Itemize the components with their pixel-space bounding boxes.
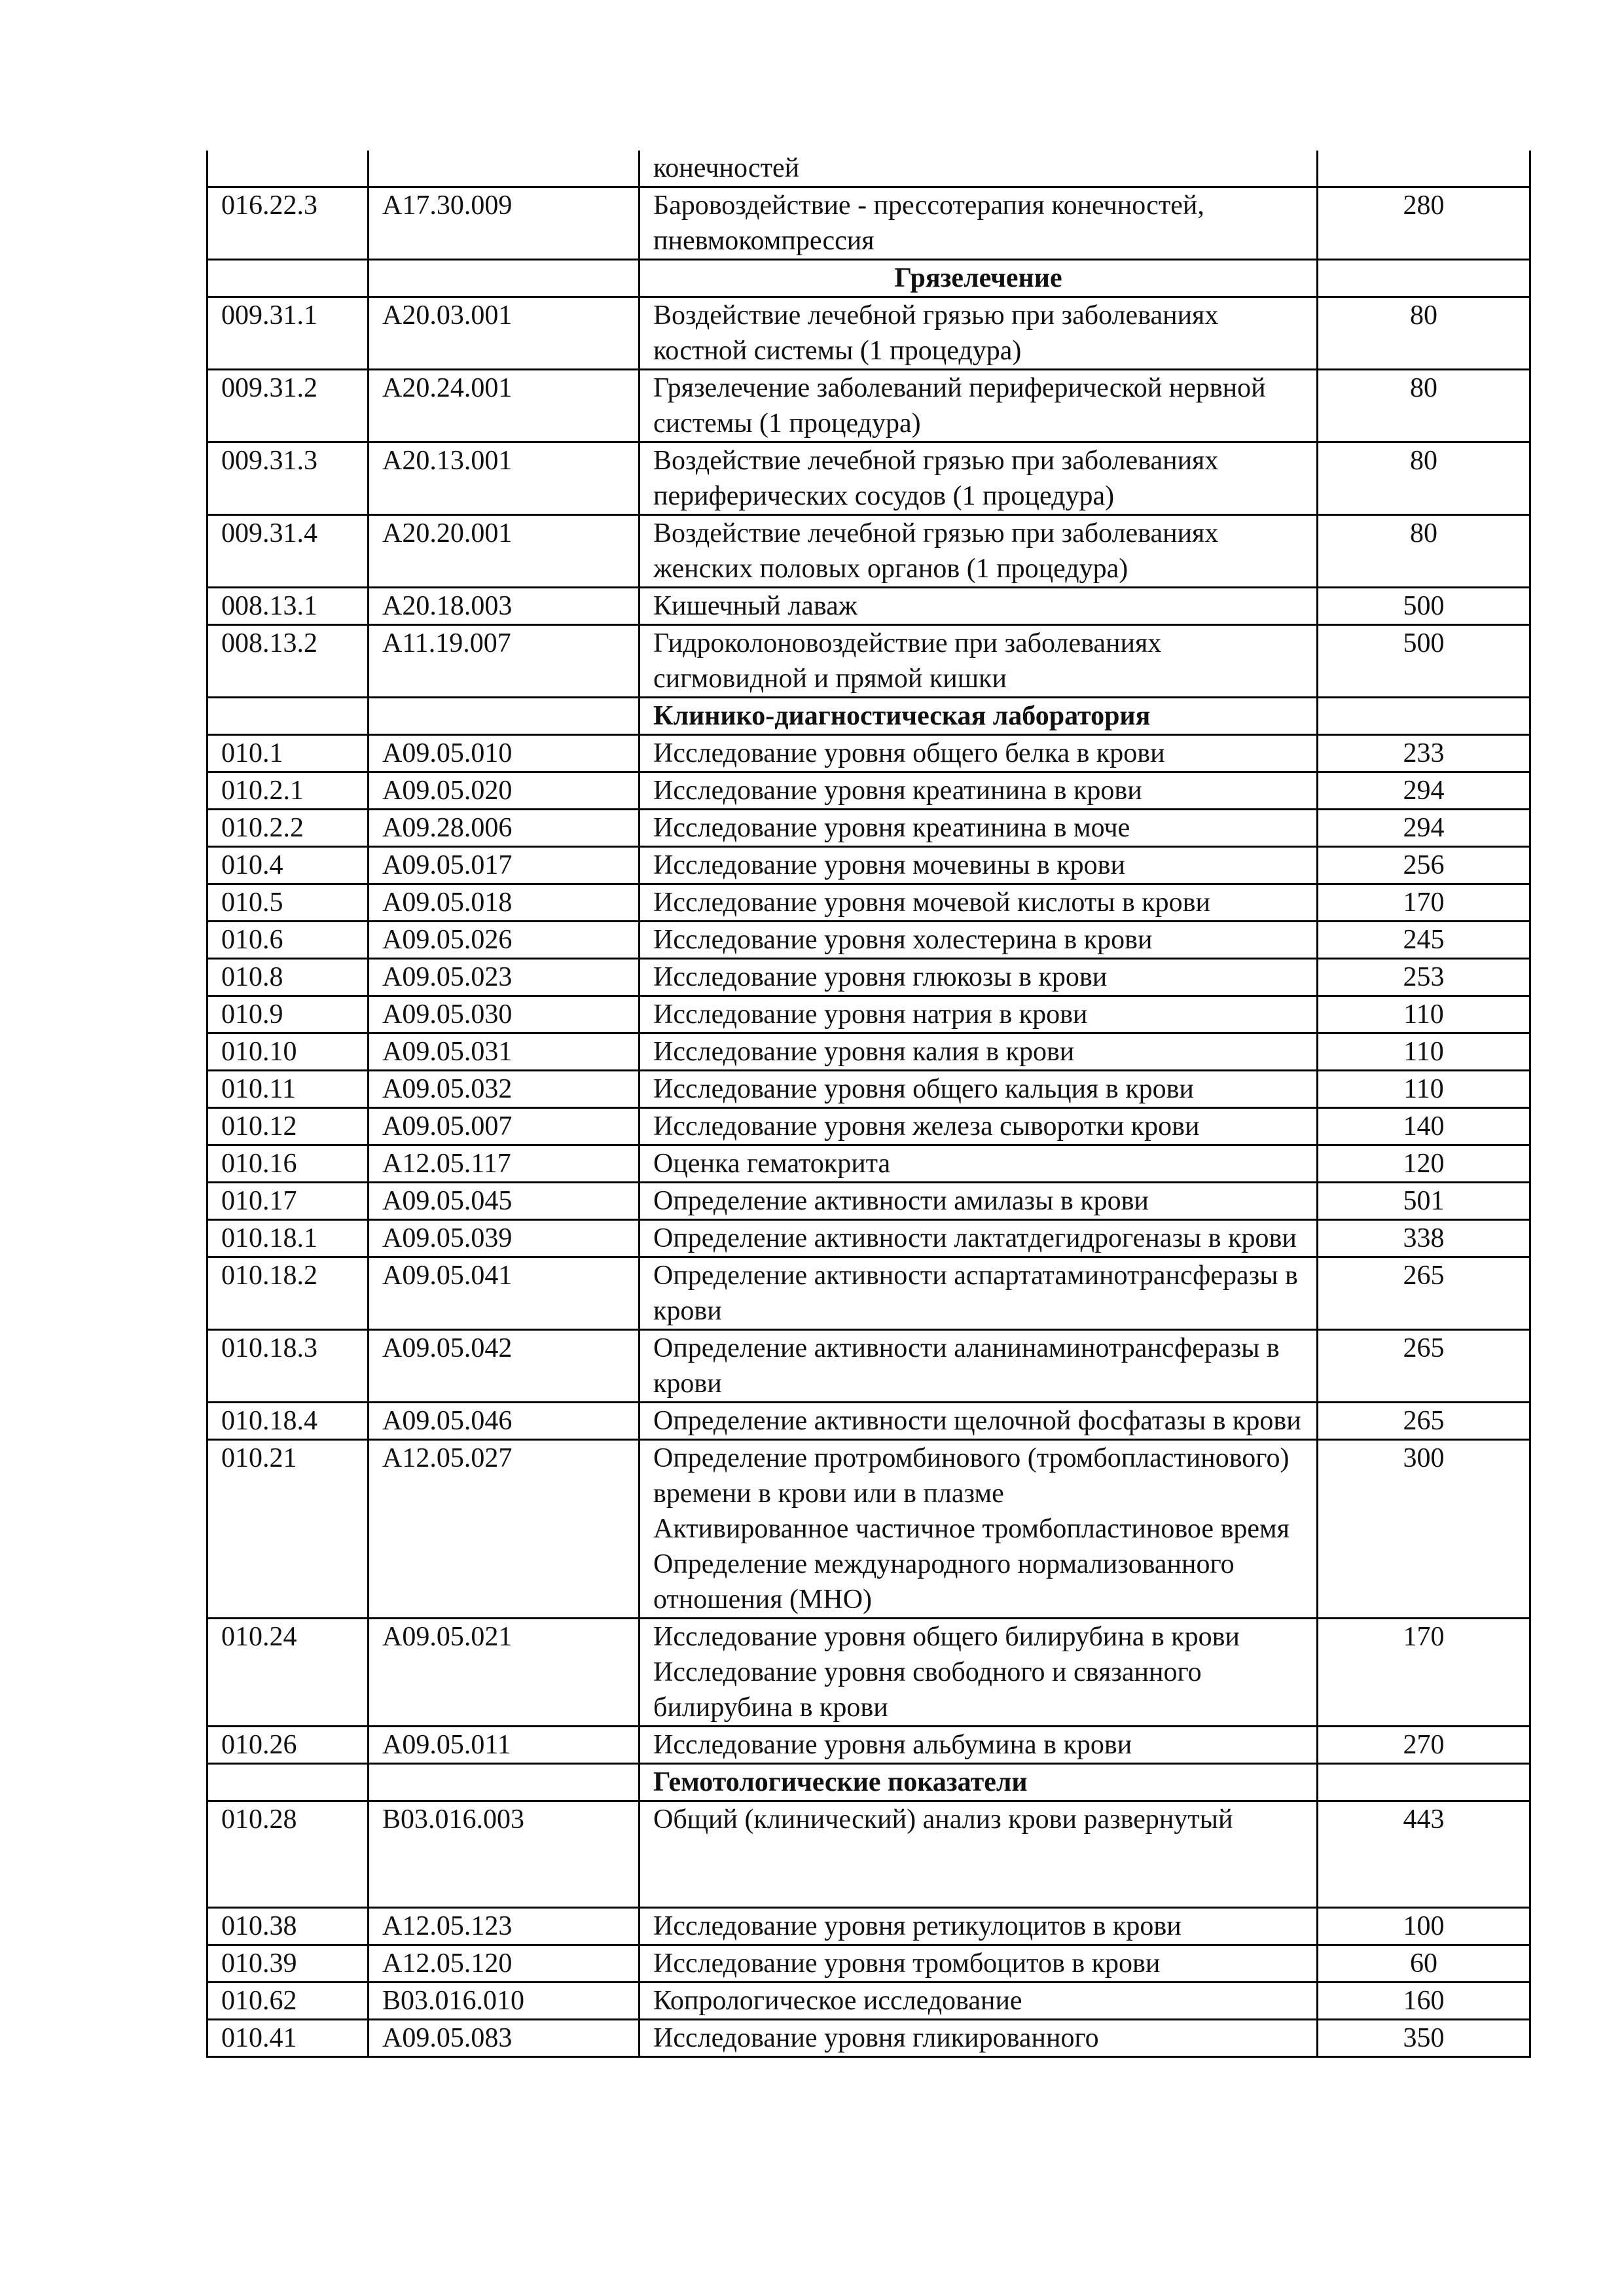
service-name-cell: [640, 884, 1318, 922]
nomenclature-code-cell: A09.05.020: [369, 772, 640, 810]
service-code-cell: 010.5: [208, 884, 369, 922]
table-row: [208, 2020, 1530, 2057]
service-name-line: Исследование уровня холестерина в крови: [653, 925, 1153, 955]
service-name-line: Исследование уровня свободного и связанного билирубина в крови: [653, 1657, 1202, 1723]
nomenclature-code-cell: A09.05.046: [369, 1403, 640, 1440]
price-list-body: [208, 151, 1530, 2057]
nomenclature-code-cell: B03.016.010: [369, 1982, 640, 2020]
price-cell: 265: [1318, 1330, 1530, 1403]
price-cell: 253: [1318, 959, 1530, 996]
price-cell: 270: [1318, 1727, 1530, 1764]
nomenclature-code-cell: A09.05.010: [369, 735, 640, 772]
service-name-line: Баровоздействие - прессотерапия конечностей, пневмокомпрессия: [653, 190, 1204, 256]
service-name-cell: [640, 1145, 1318, 1183]
service-name-line: Исследование уровня общего белка в крови: [653, 738, 1165, 768]
table-row: [208, 1727, 1530, 1764]
service-name-line: Воздействие лечебной грязью при заболеваниях костной системы (1 процедура): [653, 300, 1219, 366]
service-code-cell: 009.31.1: [208, 297, 369, 370]
service-code-cell: 009.31.3: [208, 442, 369, 515]
nomenclature-code-cell: A12.05.123: [369, 1908, 640, 1945]
price-cell: 265: [1318, 1257, 1530, 1330]
price-cell: 160: [1318, 1982, 1530, 2020]
table-row: [208, 922, 1530, 959]
service-name-line: Определение активности лактатдегидрогеназы в крови: [653, 1223, 1297, 1253]
table-row: [208, 1440, 1530, 1619]
price-list-table: [206, 151, 1531, 2058]
service-code-cell: 008.13.2: [208, 625, 369, 698]
service-name-cell: [640, 442, 1318, 515]
nomenclature-code-cell: A09.05.042: [369, 1330, 640, 1403]
table-row: [208, 1801, 1530, 1908]
nomenclature-code-cell: A09.28.006: [369, 810, 640, 847]
service-name-line: Исследование уровня натрия в крови: [653, 999, 1088, 1030]
service-name-line: Оценка гематокрита: [653, 1149, 891, 1179]
nomenclature-code-cell: A20.24.001: [369, 370, 640, 442]
table-row: [208, 1220, 1530, 1257]
service-code-cell: 010.9: [208, 996, 369, 1033]
service-name-cell: [640, 370, 1318, 442]
nomenclature-code-cell: A09.05.018: [369, 884, 640, 922]
service-name-cell: [640, 1727, 1318, 1764]
nomenclature-code-cell: A12.05.117: [369, 1145, 640, 1183]
service-code-cell: [208, 698, 369, 735]
service-code-cell: 010.62: [208, 1982, 369, 2020]
price-cell: 245: [1318, 922, 1530, 959]
service-name-cell: [640, 187, 1318, 260]
section-title-cell: [640, 1764, 1318, 1801]
service-name-cell: [640, 1945, 1318, 1982]
service-code-cell: 010.6: [208, 922, 369, 959]
price-cell: 80: [1318, 515, 1530, 588]
section-title-cell: [640, 698, 1318, 735]
price-cell: 294: [1318, 810, 1530, 847]
service-code-cell: 010.8: [208, 959, 369, 996]
table-row: [208, 847, 1530, 884]
nomenclature-code-cell: A09.05.026: [369, 922, 640, 959]
nomenclature-code-cell: A17.30.009: [369, 187, 640, 260]
price-cell: 280: [1318, 187, 1530, 260]
price-cell: 110: [1318, 996, 1530, 1033]
service-code-cell: 010.28: [208, 1801, 369, 1908]
service-name-line: Исследование уровня общего билирубина в крови: [653, 1622, 1240, 1652]
service-name-line: Определение активности аланинаминотрансферазы в крови: [653, 1333, 1280, 1399]
service-name-cell: [640, 922, 1318, 959]
table-row: [208, 1071, 1530, 1108]
service-name-cell: [640, 1982, 1318, 2020]
price-cell: 120: [1318, 1145, 1530, 1183]
nomenclature-code-cell: A09.05.017: [369, 847, 640, 884]
nomenclature-code-cell: A20.18.003: [369, 588, 640, 625]
table-row: [208, 735, 1530, 772]
service-name-line: Исследование уровня глюкозы в крови: [653, 962, 1108, 992]
table-row: [208, 1108, 1530, 1145]
service-name-line: Исследование уровня калия в крови: [653, 1037, 1075, 1067]
price-cell: [1318, 260, 1530, 297]
nomenclature-code-cell: A20.03.001: [369, 297, 640, 370]
service-code-cell: 010.26: [208, 1727, 369, 1764]
nomenclature-code-cell: A09.05.023: [369, 959, 640, 996]
service-name-cell: [640, 1440, 1318, 1619]
service-code-cell: 010.4: [208, 847, 369, 884]
table-row: [208, 370, 1530, 442]
service-name-cell: [640, 959, 1318, 996]
service-code-cell: 010.18.2: [208, 1257, 369, 1330]
price-cell: 443: [1318, 1801, 1530, 1908]
service-code-cell: 009.31.2: [208, 370, 369, 442]
price-cell: 500: [1318, 625, 1530, 698]
service-name-cell: [640, 1801, 1318, 1908]
service-code-cell: 010.10: [208, 1033, 369, 1071]
service-name-cell: [640, 772, 1318, 810]
service-code-cell: 010.18.3: [208, 1330, 369, 1403]
table-row: [208, 1982, 1530, 2020]
nomenclature-code-cell: A09.05.045: [369, 1183, 640, 1220]
service-name-line: Клинико-диагностическая лаборатория: [653, 701, 1151, 731]
nomenclature-code-cell: A09.05.031: [369, 1033, 640, 1071]
price-cell: 110: [1318, 1033, 1530, 1071]
nomenclature-code-cell: A09.05.007: [369, 1108, 640, 1145]
service-name-line: Кишечный лаваж: [653, 591, 857, 621]
service-name-cell: [640, 515, 1318, 588]
price-cell: 140: [1318, 1108, 1530, 1145]
price-cell: 294: [1318, 772, 1530, 810]
service-name-line: Исследование уровня креатинина в моче: [653, 813, 1130, 843]
table-row: [208, 515, 1530, 588]
service-name-cell: [640, 1619, 1318, 1727]
service-code-cell: 010.24: [208, 1619, 369, 1727]
table-row: [208, 625, 1530, 698]
service-name-line: Исследование уровня мочевины в крови: [653, 850, 1125, 880]
nomenclature-code-cell: A09.05.021: [369, 1619, 640, 1727]
price-cell: 60: [1318, 1945, 1530, 1982]
service-name-line: Определение международного нормализованного отношения (МНО): [653, 1549, 1235, 1615]
service-name-line: Исследование уровня альбумина в крови: [653, 1730, 1132, 1760]
service-name-cell: [640, 151, 1318, 187]
price-cell: [1318, 698, 1530, 735]
service-name-line: Определение активности амилазы в крови: [653, 1186, 1149, 1216]
service-code-cell: 008.13.1: [208, 588, 369, 625]
service-name-cell: [640, 1071, 1318, 1108]
nomenclature-code-cell: A09.05.083: [369, 2020, 640, 2057]
service-name-line: Определение активности аспартатаминотрансферазы в крови: [653, 1261, 1298, 1326]
service-code-cell: [208, 260, 369, 297]
service-code-cell: 010.38: [208, 1908, 369, 1945]
service-name-line: Исследование уровня креатинина в крови: [653, 776, 1142, 806]
nomenclature-code-cell: A12.05.120: [369, 1945, 640, 1982]
service-code-cell: 010.18.4: [208, 1403, 369, 1440]
service-code-cell: 010.18.1: [208, 1220, 369, 1257]
price-cell: 265: [1318, 1403, 1530, 1440]
nomenclature-code-cell: A09.05.032: [369, 1071, 640, 1108]
price-cell: 300: [1318, 1440, 1530, 1619]
service-name-cell: [640, 1257, 1318, 1330]
service-name-line: Исследование уровня ретикулоцитов в крови: [653, 1911, 1182, 1941]
service-name-line: Общий (клинический) анализ крови развернутый: [653, 1804, 1233, 1835]
service-code-cell: 010.39: [208, 1945, 369, 1982]
service-name-line: Исследование уровня тромбоцитов в крови: [653, 1948, 1161, 1979]
nomenclature-code-cell: A09.05.011: [369, 1727, 640, 1764]
service-name-line: Исследование уровня железа сыворотки крови: [653, 1111, 1200, 1141]
price-cell: 233: [1318, 735, 1530, 772]
nomenclature-code-cell: [369, 1764, 640, 1801]
price-cell: 501: [1318, 1183, 1530, 1220]
service-code-cell: 010.41: [208, 2020, 369, 2057]
table-row: [208, 588, 1530, 625]
service-name-cell: [640, 588, 1318, 625]
table-row: [208, 1908, 1530, 1945]
nomenclature-code-cell: A20.20.001: [369, 515, 640, 588]
service-name-line: Грязелечение заболеваний периферической нервной системы (1 процедура): [653, 373, 1266, 439]
service-code-cell: 010.2.1: [208, 772, 369, 810]
price-cell: 500: [1318, 588, 1530, 625]
service-name-line: Гидроколоновоздействие при заболеваниях сигмовидной и прямой кишки: [653, 628, 1162, 694]
service-name-line: Исследование уровня гликированного: [653, 2023, 1099, 2053]
service-name-line: Исследование уровня общего кальция в крови: [653, 1074, 1194, 1104]
table-row: [208, 1619, 1530, 1727]
service-name-line: конечностей: [653, 153, 800, 183]
nomenclature-code-cell: A09.05.041: [369, 1257, 640, 1330]
service-name-cell: [640, 297, 1318, 370]
price-cell: 100: [1318, 1908, 1530, 1945]
service-name-line: Грязелечение: [894, 263, 1062, 293]
service-code-cell: 009.31.4: [208, 515, 369, 588]
table-row: [208, 996, 1530, 1033]
service-name-line: Копрологическое исследование: [653, 1986, 1022, 2016]
table-row: [208, 772, 1530, 810]
table-row: [208, 1330, 1530, 1403]
service-name-cell: [640, 735, 1318, 772]
table-row: [208, 1403, 1530, 1440]
price-cell: 350: [1318, 2020, 1530, 2057]
table-row: [208, 187, 1530, 260]
service-code-cell: 010.1: [208, 735, 369, 772]
service-code-cell: 016.22.3: [208, 187, 369, 260]
table-row: [208, 297, 1530, 370]
table-row: [208, 1945, 1530, 1982]
service-code-cell: 010.12: [208, 1108, 369, 1145]
nomenclature-code-cell: A12.05.027: [369, 1440, 640, 1619]
nomenclature-code-cell: [369, 260, 640, 297]
nomenclature-code-cell: A09.05.039: [369, 1220, 640, 1257]
service-name-line: Активированное частичное тромбопластиновое время: [653, 1514, 1290, 1544]
service-name-cell: [640, 1033, 1318, 1071]
service-code-cell: [208, 1764, 369, 1801]
service-name-cell: [640, 810, 1318, 847]
price-cell: 256: [1318, 847, 1530, 884]
service-code-cell: 010.16: [208, 1145, 369, 1183]
service-name-line: Воздействие лечебной грязью при заболеваниях периферических сосудов (1 процедура): [653, 446, 1219, 511]
price-cell: 170: [1318, 884, 1530, 922]
price-cell: 80: [1318, 370, 1530, 442]
service-name-cell: [640, 996, 1318, 1033]
price-cell: [1318, 151, 1530, 187]
section-title-cell: [640, 260, 1318, 297]
price-cell: 170: [1318, 1619, 1530, 1727]
nomenclature-code-cell: B03.016.003: [369, 1801, 640, 1908]
service-code-cell: [208, 151, 369, 187]
service-name-cell: [640, 1403, 1318, 1440]
section-header-row: [208, 260, 1530, 297]
table-row: [208, 151, 1530, 187]
service-name-line: Определение активности щелочной фосфатазы в крови: [653, 1406, 1301, 1436]
table-row: [208, 1183, 1530, 1220]
service-name-cell: [640, 1183, 1318, 1220]
table-row: [208, 959, 1530, 996]
section-header-row: [208, 1764, 1530, 1801]
service-name-cell: [640, 1330, 1318, 1403]
service-name-line: Определение протромбинового (тромбопластинового) времени в крови или в плазме: [653, 1443, 1290, 1509]
service-name-cell: [640, 2020, 1318, 2057]
service-name-line: Гемотологические показатели: [653, 1767, 1028, 1797]
nomenclature-code-cell: [369, 151, 640, 187]
price-cell: 110: [1318, 1071, 1530, 1108]
table-row: [208, 1033, 1530, 1071]
nomenclature-code-cell: A09.05.030: [369, 996, 640, 1033]
nomenclature-code-cell: A20.13.001: [369, 442, 640, 515]
service-code-cell: 010.21: [208, 1440, 369, 1619]
service-code-cell: 010.11: [208, 1071, 369, 1108]
table-row: [208, 810, 1530, 847]
service-name-cell: [640, 625, 1318, 698]
nomenclature-code-cell: A11.19.007: [369, 625, 640, 698]
table-row: [208, 442, 1530, 515]
section-header-row: [208, 698, 1530, 735]
price-cell: 80: [1318, 442, 1530, 515]
service-name-cell: [640, 847, 1318, 884]
service-code-cell: 010.2.2: [208, 810, 369, 847]
price-cell: [1318, 1764, 1530, 1801]
service-name-line: Воздействие лечебной грязью при заболеваниях женских половых органов (1 процедура): [653, 518, 1219, 584]
price-cell: 80: [1318, 297, 1530, 370]
service-name-cell: [640, 1108, 1318, 1145]
service-code-cell: 010.17: [208, 1183, 369, 1220]
price-cell: 338: [1318, 1220, 1530, 1257]
service-name-line: Исследование уровня мочевой кислоты в крови: [653, 888, 1210, 918]
service-name-cell: [640, 1908, 1318, 1945]
nomenclature-code-cell: [369, 698, 640, 735]
table-row: [208, 1145, 1530, 1183]
table-row: [208, 884, 1530, 922]
table-row: [208, 1257, 1530, 1330]
service-name-cell: [640, 1220, 1318, 1257]
